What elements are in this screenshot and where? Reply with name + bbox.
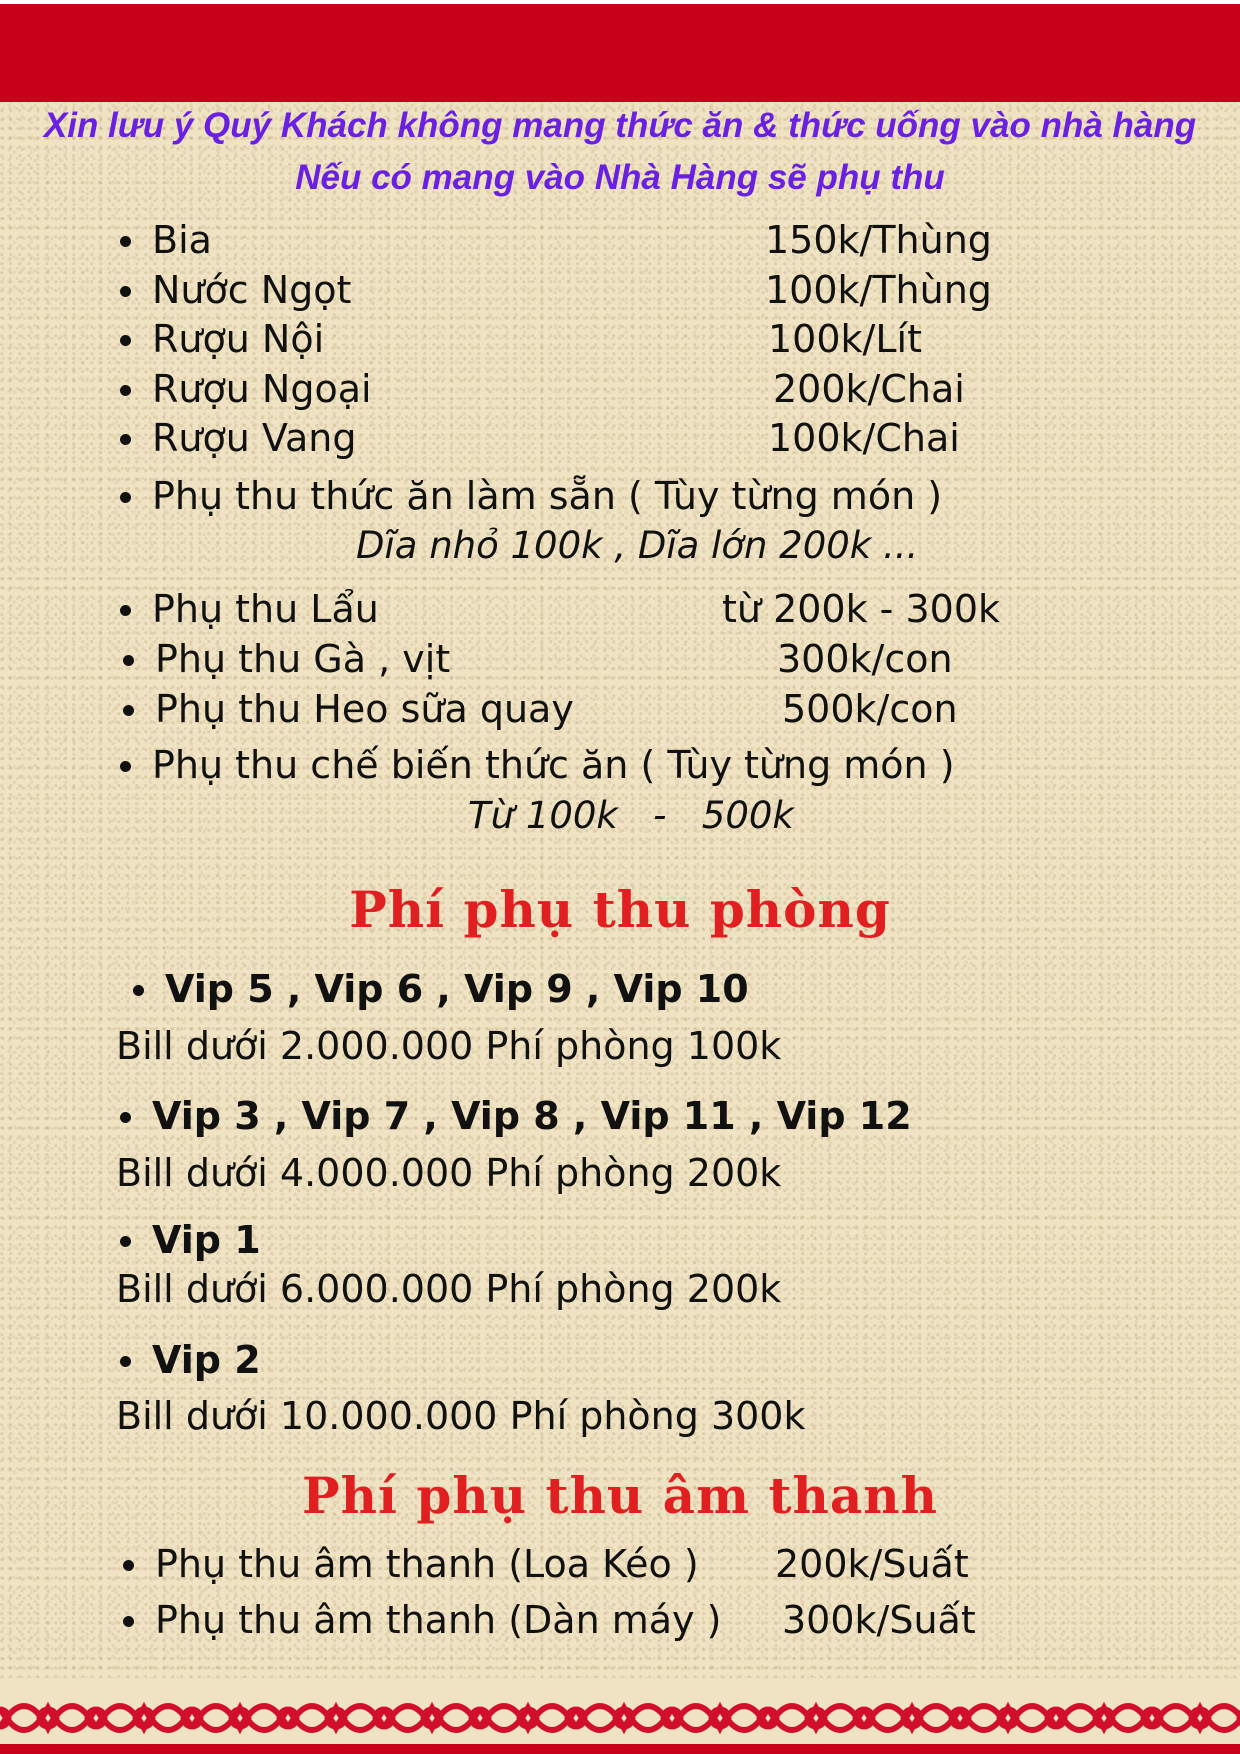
prepared-food-label: Phụ thu thức ăn làm sẵn ( Tùy từng món ) <box>152 474 943 518</box>
room-group-rooms: Vip 2 <box>152 1338 261 1382</box>
surcharge-item-price: từ 200k - 300k <box>722 587 1001 631</box>
surcharge-item-price: 500k/con <box>782 687 958 731</box>
drink-item-price: 100k/Lít <box>768 317 922 361</box>
drink-item-price: 100k/Chai <box>768 416 960 460</box>
sound-item-name: Phụ thu âm thanh (Dàn máy ) <box>155 1598 722 1642</box>
notice-line-1: Xin lưu ý Quý Khách không mang thức ăn & thức uống vào nhà hàng <box>43 106 1197 145</box>
room-group-bill: Bill dưới 10.000.000 Phí phòng 300k <box>116 1394 806 1438</box>
room-group-bill: Bill dưới 2.000.000 Phí phòng 100k <box>116 1024 782 1068</box>
sound-section-title: Phí phụ thu âm thanh <box>302 1466 938 1525</box>
top-red-band <box>0 0 1240 102</box>
processing-label: Phụ thu chế biến thức ăn ( Tùy từng món ) <box>152 743 955 787</box>
sound-item-price: 300k/Suất <box>782 1598 976 1642</box>
room-group-rooms: Vip 1 <box>152 1218 261 1262</box>
surcharge-item-price: 300k/con <box>777 637 953 681</box>
room-group-bill: Bill dưới 4.000.000 Phí phòng 200k <box>116 1151 782 1195</box>
room-group-rooms: Vip 3 , Vip 7 , Vip 8 , Vip 11 , Vip 12 <box>152 1094 912 1138</box>
drink-item-name: Rượu Ngoại <box>152 367 372 411</box>
drink-item-name: Nước Ngọt <box>152 268 352 312</box>
room-group-rooms: Vip 5 , Vip 6 , Vip 9 , Vip 10 <box>165 967 749 1011</box>
room-section-title: Phí phụ thu phòng <box>349 880 891 939</box>
surcharge-item-name: Phụ thu Lẩu <box>152 587 379 631</box>
drink-item-name: Rượu Nội <box>152 317 325 361</box>
surcharge-item-name: Phụ thu Gà , vịt <box>155 637 451 681</box>
drink-item-name: Bia <box>152 218 212 262</box>
drink-item-price: 150k/Thùng <box>765 218 992 262</box>
notice-line-2: Nếu có mang vào Nhà Hàng sẽ phụ thu <box>295 158 945 197</box>
room-group-bill: Bill dưới 6.000.000 Phí phòng 200k <box>116 1267 782 1311</box>
drink-item-price: 100k/Thùng <box>765 268 992 312</box>
drink-item-name: Rượu Vang <box>152 416 357 460</box>
sound-item-name: Phụ thu âm thanh (Loa Kéo ) <box>155 1542 699 1586</box>
processing-note: Từ 100k - 500k <box>468 794 794 837</box>
surcharge-item-name: Phụ thu Heo sữa quay <box>155 687 574 731</box>
prepared-food-note: Dĩa nhỏ 100k , Dĩa lớn 200k ... <box>356 524 919 567</box>
drink-item-price: 200k/Chai <box>773 367 965 411</box>
sound-item-price: 200k/Suất <box>775 1542 969 1586</box>
decorative-bottom-border <box>0 1678 1240 1754</box>
